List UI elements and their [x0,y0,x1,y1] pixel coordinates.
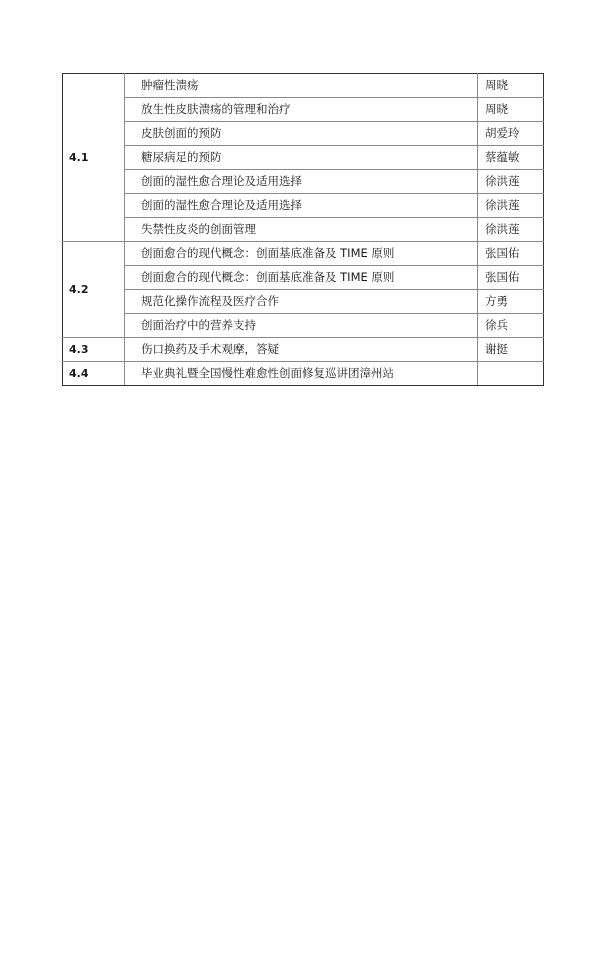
speaker-cell: 周晓 [478,98,544,122]
table-row [63,290,544,314]
speaker-cell: 胡爱玲 [478,122,544,146]
table-row [63,266,544,290]
topic-cell: 伤口换药及手术观摩，答疑 [125,338,478,362]
table-row [63,74,544,98]
topic-cell: 放生性皮肤溃疡的管理和治疗 [125,98,478,122]
table-row [63,362,544,386]
speaker-cell: 张国佑 [478,266,544,290]
speaker-cell: 周晓 [478,74,544,98]
topic-cell: 毕业典礼暨全国慢性难愈性创面修复巡讲团漳州站 [125,362,478,386]
table-row [63,338,544,362]
table-row [63,170,544,194]
schedule-table [62,73,544,386]
speaker-cell: 方勇 [478,290,544,314]
speaker-cell: 徐洪莲 [478,170,544,194]
table-row [63,146,544,170]
session-number: 4.3 [63,338,125,362]
speaker-cell: 张国佑 [478,242,544,266]
table-row [63,314,544,338]
speaker-cell [478,362,544,386]
topic-cell: 糖尿病足的预防 [125,146,478,170]
topic-cell: 创面愈合的现代概念：创面基底准备及 TIME 原则 [125,242,478,266]
table-row [63,242,544,266]
topic-cell: 皮肤创面的预防 [125,122,478,146]
topic-cell: 创面的湿性愈合理论及适用选择 [125,194,478,218]
speaker-cell: 谢挺 [478,338,544,362]
topic-cell: 规范化操作流程及医疗合作 [125,290,478,314]
table-row [63,194,544,218]
topic-cell: 肿瘤性溃疡 [125,74,478,98]
session-number: 4.1 [63,74,125,242]
speaker-cell: 徐洪莲 [478,218,544,242]
session-number: 4.2 [63,242,125,338]
table-row [63,218,544,242]
speaker-cell: 蔡蕴敏 [478,146,544,170]
topic-cell: 创面愈合的现代概念：创面基底准备及 TIME 原则 [125,266,478,290]
table-row [63,122,544,146]
speaker-cell: 徐兵 [478,314,544,338]
topic-cell: 失禁性皮炎的创面管理 [125,218,478,242]
speaker-cell: 徐洪莲 [478,194,544,218]
session-number: 4.4 [63,362,125,386]
topic-cell: 创面的湿性愈合理论及适用选择 [125,170,478,194]
table-row [63,98,544,122]
topic-cell: 创面治疗中的营养支持 [125,314,478,338]
